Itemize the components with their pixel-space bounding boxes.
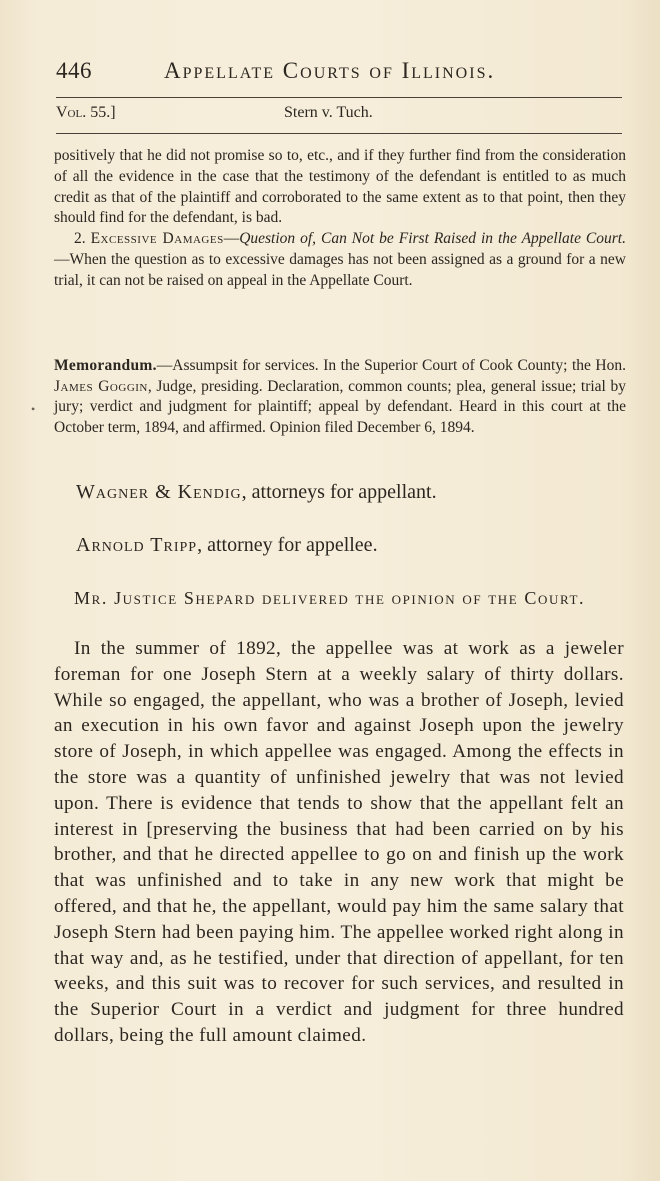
headnote-continuation: positively that he did not promise so to, etc., and if they further find from the consideration of all the evidence in the case that the testimony of the defendant is entitled to as much credit as that of the plaintiff and corroborated to the same extent as to that point, then they should find for the defendant, is bad. xyxy=(54,147,626,227)
memorandum-judge: James Goggin xyxy=(54,377,148,395)
page-number: 446 xyxy=(56,58,92,83)
memorandum-label: Memorandum. xyxy=(54,357,157,374)
memorandum-paragraph xyxy=(54,356,626,438)
opinion-intro: Mr. Justice Shepard delivered the opinion of the Court. xyxy=(74,588,586,608)
appellee-attorney-name: Arnold Tripp xyxy=(76,534,198,556)
headnote-item-2-text: —When the question as to excessive damages has not been assigned as a ground for a new trial, it can not be raised on appeal in the Appellate Court. xyxy=(54,250,626,289)
page-header xyxy=(56,58,622,92)
headnote-item-2 xyxy=(54,229,626,291)
memorandum-text-1: —Assumpsit for services. In the Superior Court of Cook County; the Hon. xyxy=(156,357,626,374)
opinion-paragraph: In the summer of 1892, the appellee was at work as a jeweler foreman for one Joseph Stern at a weekly salary of thirty dollars. While so engaged, the appellant, who was a brother of Joseph, levied an execution in his own favor and against Joseph upon the jewelry store of Joseph, in which appellee was engaged. Among the effects in the store was a quantity of unfinished jewelry that was not levied upon. There is evidence that tends to show that the appellant felt an interest in [preserving the business that had been carried on by his brother, and that he directed appellee to go on and finish up the work that was unfinished and to take in any new work that might be offered, and that he, the appellant, would pay him the same salary that Joseph Stern had been paying him. The appellee worked right along in that way and, as he testified, under that direction of appellant, for ten weeks, and this suit was to recover for such services, and resulted in the Superior Court in a verdict and judgment for three hundred dollars, being the full amount claimed. xyxy=(54,638,624,1046)
headnote-item-2-topic: Question of, Can Not be First Raised in the Appellate Court. xyxy=(239,230,626,248)
headnote-item-2-number: 2. xyxy=(74,230,86,248)
appellant-attorneys xyxy=(76,481,437,504)
header-rule-top xyxy=(56,97,622,98)
margin-mark: • xyxy=(31,402,36,416)
headnote-item-2-heading: Excessive Damages xyxy=(90,230,224,248)
case-name: Stern v. Tuch. xyxy=(284,104,373,121)
headnote-item-2-dash: — xyxy=(223,230,240,248)
case-header xyxy=(56,104,622,128)
running-head: Appellate Courts of Illinois. xyxy=(164,58,496,83)
appellee-attorney-role: , attorney for appellee. xyxy=(197,534,378,556)
memorandum xyxy=(54,356,626,438)
appellant-attorney-role: , attorneys for appellant. xyxy=(241,481,437,503)
volume-label: Vol. 55.] xyxy=(56,104,116,121)
header-rule-bottom xyxy=(56,133,622,134)
appellant-attorney-names: Wagner & Kendig xyxy=(76,481,242,503)
appellee-attorney xyxy=(76,534,378,557)
opinion-body xyxy=(54,636,624,1049)
headnotes xyxy=(54,146,626,292)
memorandum-text-2: , Judge, presiding. Declaration, common counts; plea, general issue; trial by jury; verdict and judgment for plaintiff; appeal by defendant. Heard in this court at the October term, 1894, and affirmed. Opinion filed December 6, 1894. xyxy=(54,377,626,436)
